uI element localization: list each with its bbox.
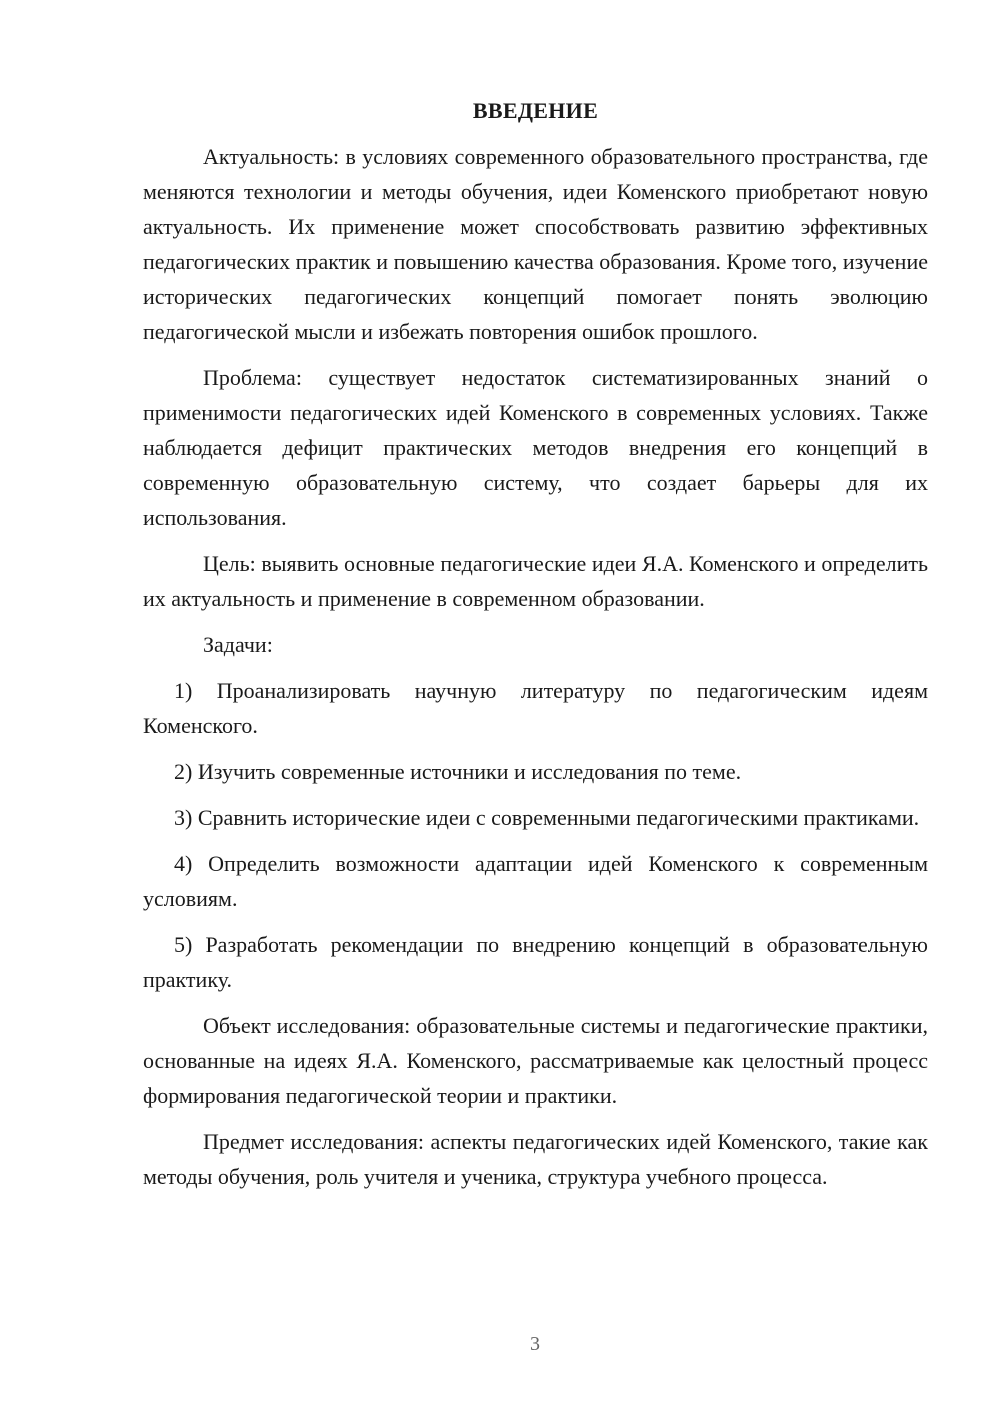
goal-paragraph: Цель: выявить основные педагогические идеи Я.А. Коменского и определить их актуальность и применение в современном образовании. — [143, 551, 928, 611]
task-item: 4) Определить возможности адаптации идей Коменского к современным условиям. — [143, 851, 928, 911]
object-paragraph: Объект исследования: образовательные системы и педагогические практики, основанные на идеях Я.А. Коменского, рассматриваемые как целостный процесс формирования педагогической теории и практики. — [143, 1013, 928, 1108]
document-page — [143, 96, 928, 1205]
task-item: 3) Сравнить исторические идеи с современными педагогическими практиками. — [174, 805, 920, 830]
page-number: 3 — [530, 1333, 540, 1355]
problem-paragraph: Проблема: существует недостаток систематизированных знаний о применимости педагогических идей Коменского в современных условиях. Также наблюдается дефицит практических методов внедрения его концепций в современную образовательную систему, что создает барьеры для их использования. — [143, 365, 928, 530]
subject-paragraph: Предмет исследования: аспекты педагогических идей Коменского, такие как методы обучения, роль учителя и ученика, структура учебного процесса. — [143, 1129, 928, 1189]
page-title: ВВЕДЕНИЕ — [472, 98, 599, 123]
task-item: 2) Изучить современные источники и исследования по теме. — [174, 759, 742, 784]
relevance-paragraph: Актуальность: в условиях современного образовательного пространства, где меняются технологии и методы обучения, идеи Коменского приобретают новую актуальность. Их применение может способствовать развитию эффективных педагогических практик и повышению качества образования. Кроме того, изучение исторических педагогических концепций помогает понять эволюцию педагогической мысли и избежать повторения ошибок прошлого. — [143, 144, 928, 344]
tasks-label: Задачи: — [203, 632, 273, 657]
task-item: 1) Проанализировать научную литературу по педагогическим идеям Коменского. — [143, 678, 928, 738]
task-item: 5) Разработать рекомендации по внедрению концепций в образовательную практику. — [143, 932, 928, 992]
